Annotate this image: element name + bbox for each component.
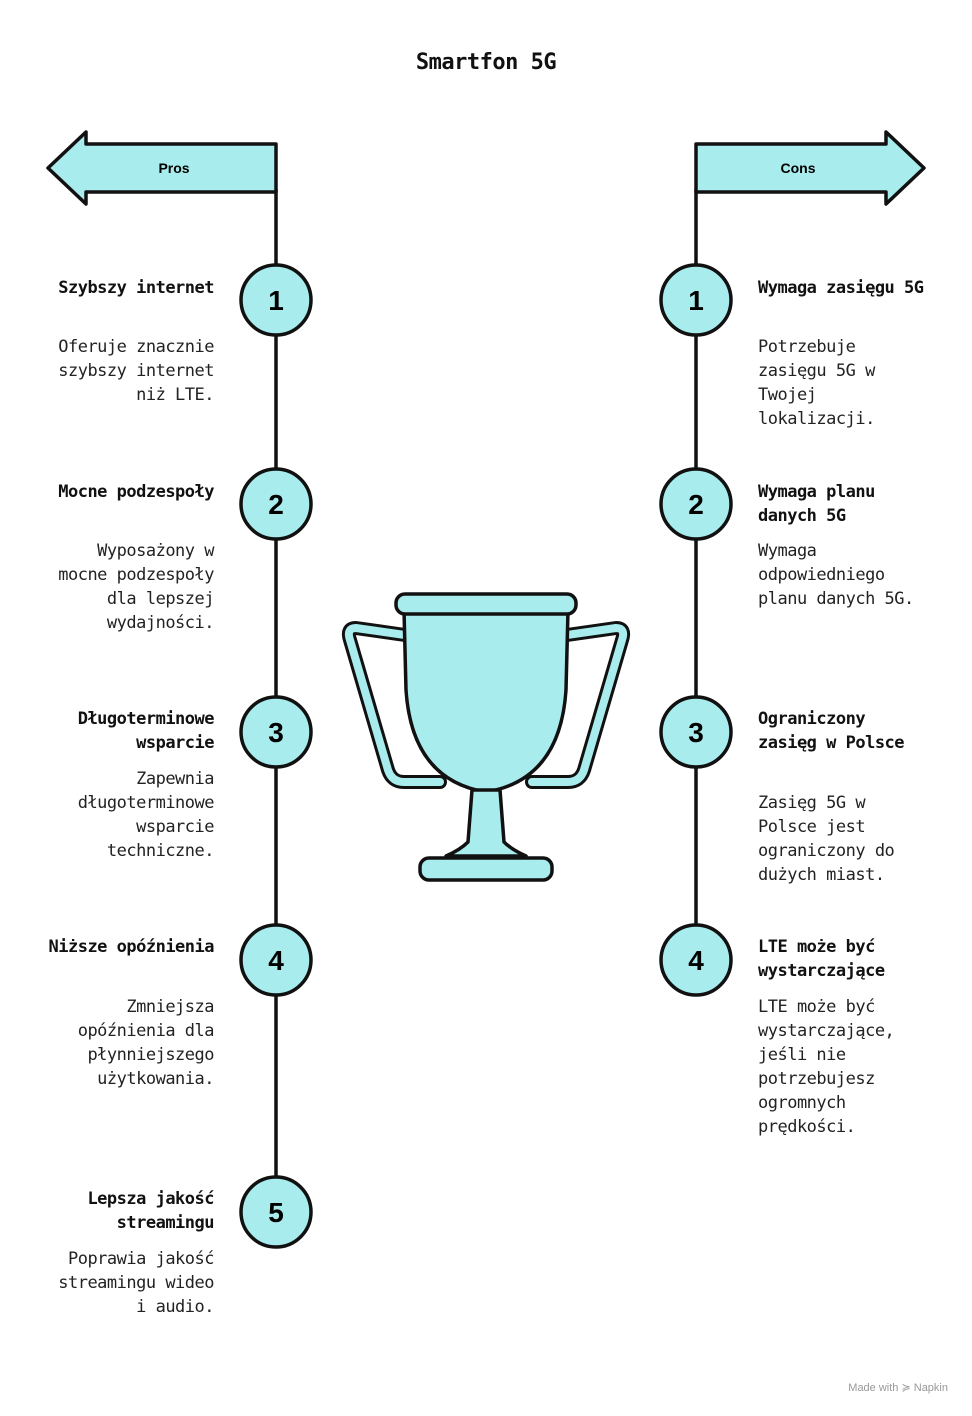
pros-item-4-desc: Zmniejsza opóźnienia dla płynniejszego użytkowania.	[77, 997, 214, 1089]
cons-item-2-desc: Wymaga odpowiedniego planu danych 5G.	[758, 541, 914, 609]
pros-item-3-title: Długoterminowe wsparcie	[77, 709, 214, 753]
cons-node-1	[661, 265, 731, 335]
cons-node-3	[661, 697, 731, 767]
footer-credit: Made with ≽ Napkin	[848, 1382, 948, 1394]
pros-node-2	[241, 469, 311, 539]
pros-item-4-title: Niższe opóźnienia	[48, 937, 214, 957]
cons-node-number: 2	[688, 489, 704, 520]
pros-label: Pros	[158, 160, 190, 176]
cons-node-4	[661, 925, 731, 995]
cons-item-4-desc: LTE może być wystarczające, jeśli nie potrzebujesz ogromnych prędkości.	[758, 997, 895, 1137]
pros-node-number: 1	[268, 285, 284, 316]
cons-node-number: 4	[688, 945, 704, 976]
pros-node-number: 5	[268, 1197, 284, 1228]
pros-item-2-desc: Wyposażony w mocne podzespoły dla lepszej wydajności.	[58, 541, 214, 633]
cons-arrow	[696, 132, 924, 204]
pros-node-number: 2	[268, 489, 284, 520]
pros-item-2-title: Mocne podzespoły	[58, 482, 214, 502]
pros-item-1-desc: Oferuje znacznie szybszy internet niż LTE.	[58, 337, 214, 405]
pros-node-number: 4	[268, 945, 284, 976]
cons-item-3-title: Ograniczony zasięg w Polsce	[758, 709, 905, 753]
cons-label: Cons	[780, 160, 816, 176]
pros-item-1-title: Szybszy internet	[58, 278, 214, 298]
pros-arrow	[48, 132, 276, 204]
pros-item-3-desc: Zapewnia długoterminowe wsparcie techniczne.	[77, 769, 214, 861]
trophy-icon	[349, 594, 623, 880]
cons-node-number: 1	[688, 285, 704, 316]
cons-item-1-desc: Potrzebuje zasięgu 5G w Twojej lokalizacji.	[758, 337, 875, 429]
pros-item-5-desc: Poprawia jakość streamingu wideo i audio.	[58, 1249, 214, 1317]
pros-node-number: 3	[268, 717, 284, 748]
cons-item-3-desc: Zasięg 5G w Polsce jest ograniczony do dużych miast.	[758, 793, 895, 885]
pros-item-5-title: Lepsza jakość streamingu	[87, 1189, 214, 1233]
pros-node-3	[241, 697, 311, 767]
pros-node-5	[241, 1177, 311, 1247]
pros-node-4	[241, 925, 311, 995]
cons-item-1-title: Wymaga zasięgu 5G	[758, 278, 924, 298]
pros-node-1	[241, 265, 311, 335]
cons-item-2-title: Wymaga planu danych 5G	[758, 482, 875, 526]
cons-item-4-title: LTE może być wystarczające	[758, 937, 885, 981]
cons-node-2	[661, 469, 731, 539]
page-title: Smartfon 5G	[415, 50, 557, 75]
cons-node-number: 3	[688, 717, 704, 748]
